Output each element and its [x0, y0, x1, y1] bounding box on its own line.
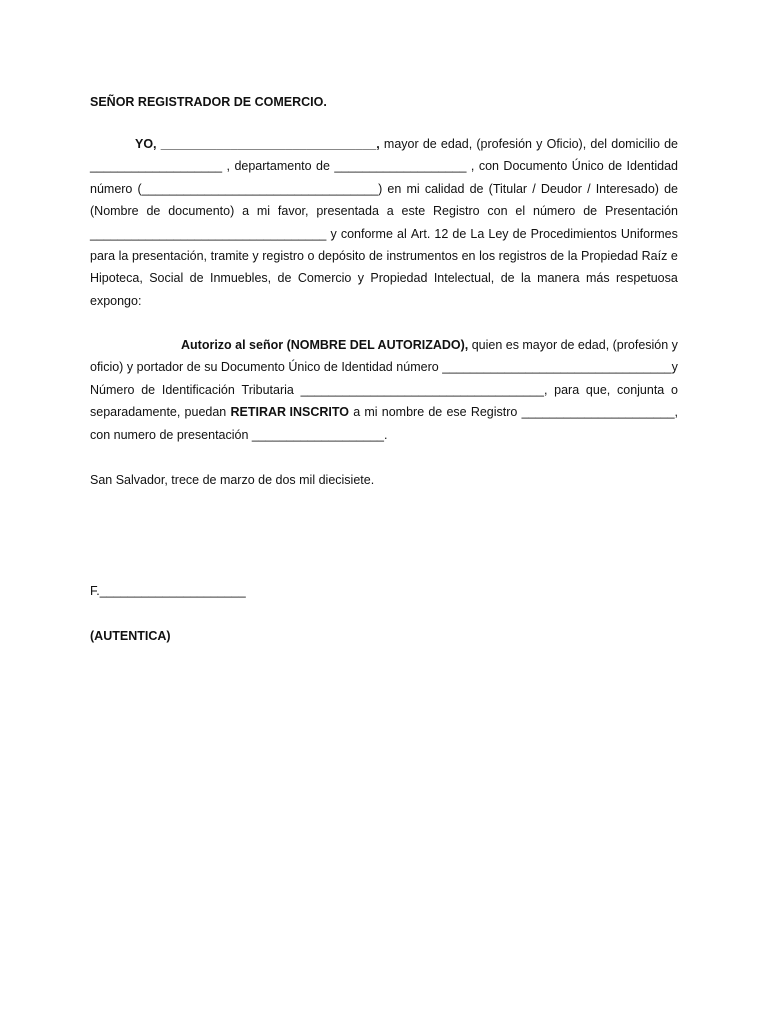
- word: y: [671, 338, 678, 352]
- word: edad,: [440, 137, 473, 151]
- word: Propiedad: [581, 249, 639, 264]
- word: la: [118, 249, 129, 264]
- word: portador: [136, 360, 184, 375]
- text-line: [90, 178, 678, 200]
- word: de: [146, 204, 161, 219]
- word: __________________________________: [90, 226, 327, 241]
- word: a: [386, 204, 394, 219]
- word: Deudor: [540, 181, 582, 196]
- text-line: [90, 200, 678, 222]
- word: de: [550, 249, 565, 264]
- text-line: [90, 424, 678, 446]
- word: documento): [168, 204, 235, 219]
- word: (__________________________________): [137, 181, 383, 196]
- word: ese: [446, 405, 467, 420]
- word: calidad: [424, 181, 465, 196]
- word: quien: [471, 338, 503, 352]
- word: de: [500, 271, 515, 286]
- word: _________________________________y: [442, 360, 678, 375]
- word: nombre: [381, 405, 425, 420]
- word: Interesado): [595, 181, 659, 196]
- word: este: [401, 204, 426, 219]
- word: edad,: [577, 338, 610, 352]
- word: YO,: [135, 137, 157, 151]
- word: en: [461, 249, 476, 264]
- word: con numero de presentación ___________________.: [90, 427, 388, 442]
- word: Autorizo al señor (NOMBRE DEL AUTORIZADO),: [181, 338, 469, 352]
- authentication-label: (AUTENTICA): [90, 629, 171, 643]
- signature-line: F._____________________: [90, 584, 246, 598]
- word: Tributaria: [241, 382, 294, 397]
- word: Oficio),: [546, 137, 587, 151]
- word: mayor: [522, 338, 558, 352]
- text-line: [90, 267, 678, 289]
- word: Comercio: [297, 271, 352, 286]
- word: Único: [288, 360, 321, 375]
- word: la: [567, 249, 578, 264]
- word: instrumentos: [386, 249, 458, 264]
- word: la: [521, 271, 531, 286]
- word: ___________________: [90, 159, 223, 174]
- word: domicilio: [611, 137, 660, 151]
- word: y: [357, 271, 365, 286]
- word: y: [252, 249, 259, 264]
- word: de: [608, 159, 623, 174]
- word: de: [316, 159, 330, 174]
- word: Propiedad: [370, 271, 428, 286]
- word: /: [587, 181, 591, 196]
- text-line: [90, 401, 678, 423]
- word: _______________________________,: [160, 137, 380, 151]
- word: más: [585, 271, 610, 286]
- word: expongo:: [90, 293, 142, 308]
- word: (Titular: [488, 181, 528, 196]
- word: departamento: [234, 159, 312, 174]
- word: o: [307, 249, 315, 264]
- word: de: [428, 405, 443, 420]
- word: mayor: [383, 137, 419, 151]
- word: Intelectual,: [433, 271, 495, 286]
- word: a: [353, 405, 361, 420]
- word: favor,: [277, 204, 309, 219]
- word: de: [422, 137, 437, 151]
- word: Ley: [488, 226, 509, 241]
- word: ,: [226, 159, 231, 174]
- place-and-date: San Salvador, trece de marzo de dos mil diecisiete.: [90, 473, 375, 487]
- text-line: [90, 334, 678, 356]
- word: Identidad: [341, 360, 393, 375]
- word: Registro: [470, 405, 518, 420]
- word: presentada: [316, 204, 379, 219]
- word: de: [560, 338, 575, 352]
- word: su: [204, 360, 218, 375]
- word: RETIRAR INSCRITO: [230, 405, 349, 420]
- word: mi: [364, 405, 378, 420]
- word: Identificación: [161, 382, 235, 397]
- word: de: [664, 181, 678, 196]
- word: ___________________: [334, 159, 467, 174]
- word: oficio): [90, 360, 124, 375]
- word: Único: [571, 159, 604, 174]
- word: de: [368, 249, 383, 264]
- text-line: [90, 379, 678, 401]
- word: conforme: [340, 226, 393, 241]
- word: con: [487, 204, 508, 219]
- word: /: [532, 181, 536, 196]
- word: Procedimientos: [530, 226, 617, 241]
- word: 12: [434, 226, 449, 241]
- text-line: [90, 223, 678, 245]
- word: Documento: [503, 159, 568, 174]
- text-line: [90, 290, 678, 312]
- word: e: [670, 249, 678, 264]
- word: número: [90, 181, 133, 196]
- word: Presentación: [604, 204, 678, 219]
- word: de: [186, 360, 201, 375]
- paragraph-declaration: [90, 133, 678, 312]
- word: Documento: [220, 360, 285, 375]
- document-heading: SEÑOR REGISTRADOR DE COMERCIO.: [90, 95, 327, 109]
- word: el: [515, 204, 526, 219]
- word: registros: [498, 249, 547, 264]
- word: para: [90, 249, 116, 264]
- word: número: [533, 204, 576, 219]
- word: (Nombre: [90, 204, 139, 219]
- word: para: [554, 382, 580, 397]
- word: en: [387, 181, 402, 196]
- word: conjunta: [617, 382, 665, 397]
- word: los: [479, 249, 496, 264]
- word: Hipoteca,: [90, 271, 143, 286]
- word: de: [583, 204, 598, 219]
- word: número: [396, 360, 439, 375]
- word: de: [469, 181, 484, 196]
- word: Raíz: [641, 249, 668, 264]
- word: Identidad: [626, 159, 678, 174]
- word: al: [397, 226, 407, 241]
- word: presentación,: [131, 249, 208, 264]
- word: ___________________________________,: [300, 382, 548, 397]
- word: de: [512, 226, 527, 241]
- word: que,: [585, 382, 611, 397]
- word: separadamente,: [90, 405, 181, 420]
- word: y: [330, 226, 337, 241]
- word: de: [664, 137, 678, 151]
- text-line: [90, 155, 678, 177]
- word: (profesión: [612, 338, 669, 352]
- word: Número: [90, 382, 135, 397]
- text-line: [90, 356, 678, 378]
- word: del: [590, 137, 608, 151]
- word: Art.: [410, 226, 431, 241]
- word: registro: [262, 249, 304, 264]
- word: puedan: [184, 405, 227, 420]
- word: con: [478, 159, 499, 174]
- text-line: [90, 245, 678, 267]
- word: (profesión: [476, 137, 532, 151]
- word: de: [452, 226, 467, 241]
- paragraph-authorization: [90, 334, 678, 446]
- word: de: [141, 382, 156, 397]
- word: o: [671, 382, 678, 397]
- word: y: [126, 360, 134, 375]
- word: ,: [470, 159, 475, 174]
- word: Registro: [433, 204, 480, 219]
- word: a: [242, 204, 250, 219]
- word: depósito: [318, 249, 366, 264]
- word: La: [470, 226, 485, 241]
- word: mi: [406, 181, 420, 196]
- word: ______________________,: [521, 405, 678, 420]
- word: de: [189, 271, 204, 286]
- word: es: [505, 338, 519, 352]
- word: respetuosa: [615, 271, 678, 286]
- word: Inmuebles,: [209, 271, 272, 286]
- word: de: [277, 271, 292, 286]
- word: manera: [537, 271, 580, 286]
- word: de: [323, 360, 338, 375]
- word: Social: [149, 271, 184, 286]
- word: mi: [256, 204, 271, 219]
- word: y: [536, 137, 543, 151]
- text-line: [90, 133, 678, 155]
- word: Uniformes: [620, 226, 678, 241]
- word: tramite: [210, 249, 249, 264]
